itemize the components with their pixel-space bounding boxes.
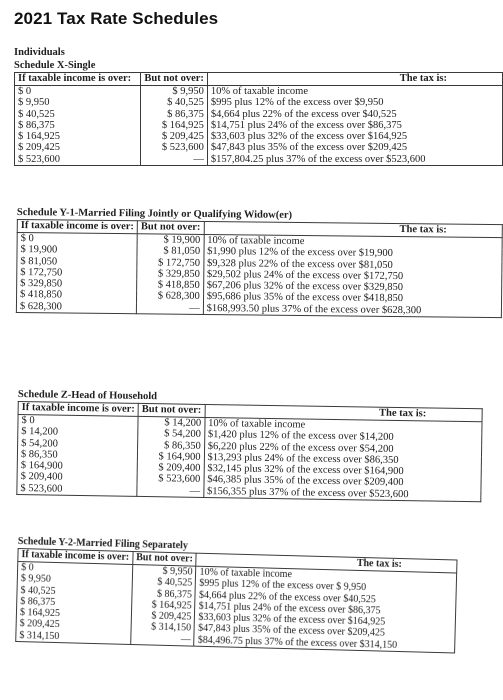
schedule-x-section xyxy=(14,46,503,166)
cell-tax: $29,502 plus 24% of the excess over $172,750 xyxy=(203,269,501,283)
schedule-z-heading: Schedule Z-Head of Household xyxy=(17,388,158,403)
cell-not-over: $ 209,425 xyxy=(141,131,208,142)
cell-not-over: $ 209,425 xyxy=(131,610,195,623)
page-title: 2021 Tax Rate Schedules xyxy=(14,9,219,28)
cell-tax: $84,496.75 plus 37% of the excess over $314,150 xyxy=(194,634,455,653)
cell-not-over: $ 523,600 xyxy=(137,473,204,485)
cell-not-over: $ 86,375 xyxy=(141,109,208,120)
col-header-not-over: But not over: xyxy=(138,403,205,417)
cell-not-over: — xyxy=(141,154,208,166)
cell-tax: 10% of taxable income xyxy=(204,234,502,249)
cell-tax: 10% of taxable income xyxy=(196,566,457,585)
cell-not-over: $ 86,350 xyxy=(138,439,205,451)
schedule-y1-section xyxy=(16,206,503,318)
cell-tax: $4,664 plus 22% of the excess over $40,525 xyxy=(207,109,502,120)
cell-over: $ 0 xyxy=(15,86,141,98)
cell-tax: $33,603 plus 32% of the excess over $164,925 xyxy=(195,612,456,630)
cell-over: $ 0 xyxy=(18,415,138,429)
cell-over: $ 314,150 xyxy=(16,630,131,645)
cell-tax: $47,843 plus 35% of the excess over $209,425 xyxy=(194,623,455,641)
cell-not-over: $ 418,850 xyxy=(137,279,204,291)
table-row xyxy=(15,109,503,120)
cell-tax: $157,804.25 plus 37% of the excess over $523,600 xyxy=(207,154,502,166)
cell-tax: $32,145 plus 32% of the excess over $164,900 xyxy=(204,463,481,479)
cell-over: $ 209,425 xyxy=(16,618,131,632)
col-header-over: If taxable income is over: xyxy=(18,549,133,565)
cell-over: $ 9,950 xyxy=(15,97,141,108)
cell-over: $ 523,600 xyxy=(15,154,141,166)
schedule-z-table xyxy=(16,401,482,502)
table-row xyxy=(15,131,503,142)
col-header-tax: The tax is: xyxy=(196,553,457,573)
cell-not-over: $ 86,375 xyxy=(132,588,196,601)
cell-over: $ 164,900 xyxy=(17,460,137,473)
schedule-y2-heading: Schedule Y-2-Married Filing Separately xyxy=(17,535,188,552)
cell-over: $ 209,425 xyxy=(15,142,141,153)
cell-not-over: $ 40,525 xyxy=(132,576,196,589)
cell-not-over: $ 523,600 xyxy=(141,142,208,153)
cell-tax: $168,993.50 plus 37% of the excess over $628,300 xyxy=(203,303,501,318)
cell-not-over: $ 14,200 xyxy=(138,416,205,429)
col-header-not-over: But not over: xyxy=(137,221,204,235)
individuals-heading: Individuals xyxy=(14,47,65,58)
col-header-not-over: But not over: xyxy=(141,73,208,86)
cell-over: $ 523,600 xyxy=(17,483,137,497)
cell-over: $ 9,950 xyxy=(17,573,132,587)
col-header-over: If taxable income is over: xyxy=(17,220,137,234)
cell-tax: $14,751 plus 24% of the excess over $86,375 xyxy=(207,120,502,131)
cell-not-over: $ 172,750 xyxy=(137,257,204,269)
cell-over: $ 628,300 xyxy=(16,301,136,314)
cell-tax: $46,385 plus 35% of the excess over $209,400 xyxy=(204,474,481,490)
schedule-z-section xyxy=(16,388,482,502)
col-header-tax: The tax is: xyxy=(204,221,502,237)
cell-not-over: $ 209,400 xyxy=(137,462,204,474)
cell-over: $ 0 xyxy=(17,562,132,577)
cell-tax: 10% of taxable income xyxy=(205,417,482,433)
schedule-y2-section xyxy=(15,535,458,654)
cell-over: $ 329,850 xyxy=(17,278,137,291)
cell-over: $ 54,200 xyxy=(18,438,138,451)
cell-not-over: $ 54,200 xyxy=(138,428,205,440)
cell-over: $ 19,900 xyxy=(17,244,137,257)
cell-over: $ 86,375 xyxy=(15,120,141,131)
table-row xyxy=(15,120,503,131)
schedule-y1-heading: Schedule Y-1-Married Filing Jointly or Qualifying Widow(er) xyxy=(16,206,293,221)
cell-tax: $13,293 plus 24% of the excess over $86,350 xyxy=(204,452,481,468)
cell-tax: $14,751 plus 24% of the excess over $86,375 xyxy=(195,601,456,619)
cell-not-over: $ 628,300 xyxy=(137,291,204,303)
schedule-y1-table xyxy=(16,219,503,318)
cell-tax: $995 plus 12% of the excess over $ 9,950 xyxy=(196,578,457,596)
cell-over: $ 0 xyxy=(17,233,137,246)
cell-not-over: — xyxy=(137,485,204,498)
cell-over: $ 86,375 xyxy=(17,596,132,610)
cell-over: $ 418,850 xyxy=(17,289,137,302)
table-row xyxy=(15,154,503,166)
cell-tax: $6,220 plus 22% of the excess over $54,200 xyxy=(204,441,481,457)
cell-over: $ 164,925 xyxy=(15,131,141,142)
cell-over: $ 172,750 xyxy=(17,267,137,280)
cell-over: $ 86,350 xyxy=(17,449,137,462)
col-header-tax: The tax is: xyxy=(207,73,502,86)
cell-tax: $1,990 plus 12% of the excess over $19,900 xyxy=(204,246,502,260)
cell-not-over: $ 19,900 xyxy=(137,234,204,246)
cell-not-over: $ 164,925 xyxy=(131,599,195,612)
cell-not-over: $ 9,950 xyxy=(141,86,208,98)
cell-over: $ 14,200 xyxy=(18,426,138,439)
cell-tax: $33,603 plus 32% of the excess over $164,925 xyxy=(207,131,502,142)
cell-tax: $9,328 plus 22% of the excess over $81,050 xyxy=(204,258,502,272)
col-header-not-over: But not over: xyxy=(133,552,197,567)
cell-not-over: $ 314,150 xyxy=(131,621,195,634)
col-header-over: If taxable income is over: xyxy=(15,73,141,86)
cell-tax: $995 plus 12% of the excess over $9,950 xyxy=(207,97,502,108)
table-row xyxy=(15,86,503,98)
cell-not-over: $ 164,925 xyxy=(141,120,208,131)
cell-tax: $156,355 plus 37% of the excess over $523,600 xyxy=(203,486,480,502)
cell-not-over: — xyxy=(130,633,194,646)
cell-over: $ 209,400 xyxy=(17,471,137,484)
table-header-row xyxy=(15,73,503,86)
cell-not-over: $ 164,900 xyxy=(138,451,205,463)
cell-over: $ 81,050 xyxy=(17,256,137,269)
table-row xyxy=(15,142,503,153)
cell-over: $ 40,525 xyxy=(17,585,132,599)
cell-tax: $4,664 plus 22% of the excess over $40,525 xyxy=(195,589,456,607)
cell-over: $ 164,925 xyxy=(16,607,131,621)
cell-over: $ 40,525 xyxy=(15,109,141,120)
cell-tax: 10% of taxable income xyxy=(207,86,502,98)
schedule-y2-table xyxy=(15,548,458,654)
col-header-over: If taxable income is over: xyxy=(18,402,138,417)
cell-not-over: $ 40,525 xyxy=(141,97,208,108)
schedule-x-table xyxy=(14,72,503,166)
col-header-tax: The tax is: xyxy=(205,404,482,421)
cell-tax: $1,420 plus 12% of the excess over $14,200 xyxy=(204,429,481,445)
cell-not-over: $ 9,950 xyxy=(132,565,196,578)
cell-not-over: — xyxy=(137,302,204,314)
cell-tax: $95,686 plus 35% of the excess over $418,850 xyxy=(203,291,501,305)
cell-tax: $67,206 plus 32% of the excess over $329,850 xyxy=(203,280,501,294)
cell-not-over: $ 81,050 xyxy=(137,246,204,258)
schedule-x-heading: Schedule X-Single xyxy=(14,60,96,71)
table-row xyxy=(15,97,503,108)
cell-tax: $47,843 plus 35% of the excess over $209,425 xyxy=(207,142,502,153)
cell-not-over: $ 329,850 xyxy=(137,268,204,280)
